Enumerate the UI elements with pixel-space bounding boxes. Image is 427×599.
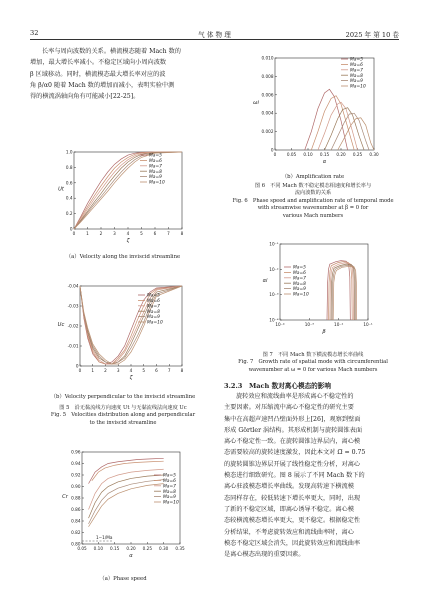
x-tick-label: 0.10 bbox=[303, 152, 313, 157]
legend-label: Ma=7 bbox=[350, 68, 363, 74]
x-tick-label: 2 bbox=[99, 231, 103, 236]
x-tick-label: 10⁻⁴ bbox=[275, 322, 285, 327]
y-tick-label: 0 bbox=[69, 226, 73, 232]
legend-label: Ma=8 bbox=[350, 73, 363, 79]
figure-6b-caption: （b）Amplification rate bbox=[281, 174, 345, 180]
caption-en: Fig. 6 Phase speed and amplification rate of temporal mode bbox=[232, 197, 394, 204]
issue-info: 2025 年 第 10 卷 bbox=[345, 31, 399, 39]
caption-en: wavenumber at ω = 0 for various Mach numbers bbox=[248, 366, 378, 373]
x-tick-label: 8 bbox=[180, 231, 184, 236]
figure-7-caption bbox=[224, 352, 402, 374]
legend-label: Ma=6 bbox=[147, 299, 160, 304]
y-tick-label: 0.88 bbox=[71, 495, 81, 501]
x-tick-label: 3 bbox=[116, 368, 120, 373]
x-tick-label: 0 bbox=[72, 231, 76, 236]
figure-8a-caption: （a）Phase speed bbox=[99, 576, 147, 582]
x-tick-label: 0 bbox=[78, 368, 82, 373]
x-tick-label: 0.05 bbox=[77, 546, 87, 551]
figure-5a-caption: （a）Velocity along the inviscid streamline bbox=[65, 254, 181, 260]
y-axis-label: Ut bbox=[58, 186, 64, 193]
caption-cn: 图 5 沿无黏流线方向速度 Ut 与无黏流线法向速度 Uc bbox=[59, 405, 187, 411]
legend-label: Ma=8 bbox=[293, 281, 306, 287]
x-tick-label: 6 bbox=[155, 368, 158, 373]
y-tick-label: 0.002 bbox=[261, 129, 274, 135]
x-tick-label: 8 bbox=[180, 368, 184, 373]
figure-8a-plot bbox=[62, 448, 184, 558]
x-tick-label: 7 bbox=[167, 231, 170, 236]
y-tick-label: 10⁻² bbox=[269, 266, 279, 272]
series-line bbox=[74, 152, 182, 229]
y-tick-label: 0.006 bbox=[261, 92, 274, 98]
y-tick-label: 0.8 bbox=[65, 164, 73, 170]
text-line: 态较横流模态增长率更大，更不稳定。根据稳定性 bbox=[224, 517, 361, 525]
text-line: 离心驻波模态增长率曲线。发现高转速下横流模 bbox=[224, 483, 354, 491]
body-paragraph bbox=[224, 391, 402, 560]
x-tick-label: 0.30 bbox=[159, 546, 169, 551]
y-tick-label: 10⁻⁴ bbox=[269, 317, 279, 323]
legend-label: Ma=7 bbox=[149, 164, 162, 170]
right-column-text bbox=[224, 381, 402, 560]
x-tick-label: 10⁻¹ bbox=[363, 322, 373, 327]
text-line: 角 β/α0 随着 Mach 数的增加而减小，表明实验中测 bbox=[30, 81, 175, 89]
y-tick-label: 0.2 bbox=[65, 211, 73, 217]
legend-label: Ma=6 bbox=[149, 159, 162, 164]
y-tick-label: 0.90 bbox=[71, 484, 81, 489]
x-tick-label: 0.30 bbox=[369, 152, 379, 157]
y-tick-label: 0.6 bbox=[65, 180, 73, 186]
legend-label: Ma=7 bbox=[293, 276, 306, 282]
y-tick-label: -0.03 bbox=[67, 303, 79, 309]
caption-en: various Mach numbers bbox=[282, 212, 344, 219]
caption-en: Fig. 7 Growth rate of spatial mode with circumferential bbox=[238, 359, 388, 366]
series-line bbox=[331, 113, 369, 150]
y-tick-label: -0.04 bbox=[67, 283, 79, 289]
figure-5-caption bbox=[30, 405, 216, 427]
legend-label: Ma=8 bbox=[163, 489, 176, 495]
x-tick-label: 0.05 bbox=[286, 152, 297, 157]
y-tick-label: 0.008 bbox=[261, 73, 274, 79]
y-tick-label: -0.01 bbox=[67, 343, 79, 349]
y-tick-label: 0.004 bbox=[261, 110, 274, 116]
legend-label: Ma=5 bbox=[147, 293, 160, 299]
x-tick-label: 0.20 bbox=[126, 546, 136, 551]
y-tick-label: 0.94 bbox=[71, 461, 81, 466]
y-axis-label: ωi bbox=[253, 100, 259, 106]
x-tick-label: 2 bbox=[104, 368, 107, 373]
x-axis-label: β bbox=[322, 329, 326, 335]
figure-5b-plot bbox=[58, 282, 186, 380]
series-line bbox=[89, 484, 164, 527]
legend-label: Ma=7 bbox=[163, 484, 176, 490]
text-line: 长率与周向波数的关系。横流模态随着 Mach 数的 bbox=[42, 48, 181, 55]
caption-en: with streamwise wavenumber at β = 0 for bbox=[257, 205, 369, 212]
x-tick-label: 0 bbox=[273, 152, 277, 157]
text-line: 得的横流涡轴向角有可能减小[22-25]。 bbox=[30, 93, 140, 101]
series-line bbox=[89, 475, 164, 518]
legend-label: Ma=10 bbox=[293, 292, 309, 298]
left-column bbox=[30, 46, 216, 102]
x-tick-label: 0.25 bbox=[352, 152, 363, 157]
series-line bbox=[74, 152, 182, 229]
x-tick-label: 0.15 bbox=[319, 152, 330, 157]
legend-label: Ma=9 bbox=[149, 175, 162, 181]
y-tick-label: 0.84 bbox=[71, 518, 81, 524]
y-tick-label: 10⁻¹ bbox=[269, 241, 279, 247]
series-line bbox=[74, 152, 182, 229]
x-tick-label: 0.15 bbox=[110, 546, 120, 551]
x-axis-label: α bbox=[322, 159, 327, 165]
text-line: 分析结果，不考虑旋转效应和流线曲率时，离心 bbox=[224, 528, 354, 536]
legend-label: Ma=10 bbox=[350, 84, 366, 90]
legend-label: Ma=6 bbox=[350, 63, 363, 68]
legend-label: Ma=10 bbox=[147, 320, 163, 326]
series-line bbox=[74, 152, 182, 229]
text-line: 的旋转圆锥边界层开展了线性稳定性分析，对离心 bbox=[224, 460, 361, 468]
text-line: 集中在高超声速凹凸壁面外形上[26]，观察到壁面 bbox=[224, 415, 361, 423]
legend-label: Ma=9 bbox=[147, 315, 160, 321]
figure-6b-plot bbox=[253, 52, 378, 164]
caption-en: Fig. 5 Velocities distribution along and perpendicular bbox=[50, 412, 196, 419]
journal-title: 气 体 物 理 bbox=[198, 31, 231, 39]
section-heading: 3.2.3 Mach 数对离心模态的影响 bbox=[224, 382, 331, 390]
y-tick-label: 0 bbox=[75, 363, 79, 369]
legend-label: Ma=6 bbox=[163, 479, 176, 484]
y-axis-label: Uc bbox=[57, 322, 65, 328]
legend-label: Ma=8 bbox=[147, 309, 160, 315]
x-tick-label: 10⁻³ bbox=[304, 322, 314, 327]
x-tick-label: 10⁻² bbox=[334, 322, 344, 327]
text-line: 态需要较高的旋转速度激发，因此本文对 Ω̅ = 0.75 bbox=[224, 449, 366, 457]
y-axis-label: Cr bbox=[62, 494, 68, 500]
legend-label: Ma=5 bbox=[163, 473, 176, 479]
legend-label: Ma=9 bbox=[163, 495, 176, 501]
text-line: 模态不稳定区域会消失，因此旋转效应和流线曲率 bbox=[224, 539, 361, 547]
y-tick-label: 10⁻³ bbox=[269, 292, 279, 298]
intro-paragraph bbox=[30, 46, 216, 102]
legend-label: Ma=5 bbox=[293, 265, 306, 271]
x-tick-label: 7 bbox=[167, 368, 171, 373]
x-tick-label: 0.35 bbox=[175, 546, 185, 551]
x-tick-label: 5 bbox=[140, 231, 143, 236]
y-tick-label: 0.80 bbox=[71, 541, 81, 547]
x-axis-label: ζ bbox=[129, 375, 133, 381]
y-tick-label: 1.0 bbox=[65, 149, 73, 155]
legend-label: Ma=5 bbox=[350, 57, 363, 63]
caption-cn: 图 7 不同 Mach 数下横流模态增长率曲线 bbox=[262, 352, 364, 358]
text-line: 了新的不稳定区域，即离心诱导不稳定。离心模 bbox=[224, 505, 354, 513]
y-tick-label: 0.4 bbox=[65, 195, 73, 201]
x-tick-label: 5 bbox=[142, 368, 146, 373]
y-tick-label: -0.02 bbox=[67, 323, 79, 329]
figure-5a-plot bbox=[58, 148, 186, 243]
text-line: 离心不稳定性一致。在旋转圆锥边界层内，离心模 bbox=[224, 438, 361, 446]
figure-7-plot bbox=[262, 240, 372, 334]
legend-label: Ma=6 bbox=[293, 271, 306, 276]
x-tick-label: 0.25 bbox=[142, 546, 152, 551]
text-line: 形成 Görtler 涡结构。其形成机制与旋转圆锥表面 bbox=[224, 426, 363, 434]
x-axis-label: α bbox=[129, 553, 133, 559]
y-tick-label: 0.92 bbox=[71, 472, 81, 478]
x-tick-label: 4 bbox=[126, 231, 130, 236]
y-tick-label: 0 bbox=[270, 147, 274, 153]
running-header bbox=[30, 29, 399, 40]
plot-frame bbox=[74, 152, 182, 229]
series-line bbox=[311, 96, 354, 150]
y-axis-label: αi bbox=[262, 278, 268, 284]
series-line bbox=[92, 461, 164, 481]
legend-label: Ma=7 bbox=[147, 304, 160, 310]
legend-label: Ma=9 bbox=[293, 287, 306, 293]
text-line: 模态进行细致研究。图 8 展示了不同 Mach 数下的 bbox=[224, 472, 365, 480]
y-tick-label: 0.86 bbox=[71, 507, 81, 512]
reference-line-label: 1−1/Ma bbox=[96, 535, 113, 540]
y-tick-label: 0.96 bbox=[71, 449, 81, 455]
text-line: β 区域移动。同时，横流模态最大增长率对应的波 bbox=[30, 70, 166, 78]
figure-6-caption bbox=[224, 183, 402, 220]
page-number: 32 bbox=[30, 29, 39, 37]
series-line bbox=[74, 152, 182, 229]
legend-label: Ma=10 bbox=[149, 180, 165, 186]
y-tick-label: 0.82 bbox=[71, 530, 81, 535]
legend-label: Ma=8 bbox=[149, 169, 162, 175]
legend-label: Ma=5 bbox=[149, 153, 162, 159]
x-tick-label: 3 bbox=[113, 231, 116, 236]
x-tick-label: 6 bbox=[153, 231, 157, 236]
x-tick-label: 0.20 bbox=[336, 152, 346, 157]
x-tick-label: 1 bbox=[91, 368, 95, 373]
legend-label: Ma=10 bbox=[163, 500, 179, 506]
series-line bbox=[74, 152, 182, 229]
text-line: 旋转效应和流线曲率是形成离心不稳定性的 bbox=[236, 393, 354, 400]
x-axis-label: ζ bbox=[126, 238, 130, 244]
x-tick-label: 0.10 bbox=[93, 546, 103, 551]
text-line: 是离心模态出现的重要因素。 bbox=[224, 551, 305, 559]
text-line: 增加，最大增长率减小。不稳定区域向小周向波数 bbox=[30, 59, 167, 67]
caption-cn: 图 6 不同 Mach 数不稳定模态相速度和增长率与 bbox=[254, 183, 372, 189]
x-tick-label: 1 bbox=[86, 231, 89, 236]
x-tick-label: 4 bbox=[129, 368, 133, 373]
caption-cn: 流向波数的关系 bbox=[294, 190, 332, 197]
caption-en: to the inviscid streamline bbox=[89, 419, 157, 426]
y-tick-label: 0.010 bbox=[261, 55, 274, 61]
figure-5b-caption: （b）Velocity perpendicular to the inviscid streamline bbox=[50, 394, 196, 400]
text-line: 主要因素。对压缩流中离心不稳定性的研究主要 bbox=[224, 404, 354, 412]
legend-label: Ma=9 bbox=[350, 79, 363, 85]
series-line bbox=[305, 89, 348, 150]
series-line bbox=[325, 108, 365, 150]
text-line: 态同样存在，较低转速下增长率更大，同时，出现 bbox=[224, 494, 361, 502]
